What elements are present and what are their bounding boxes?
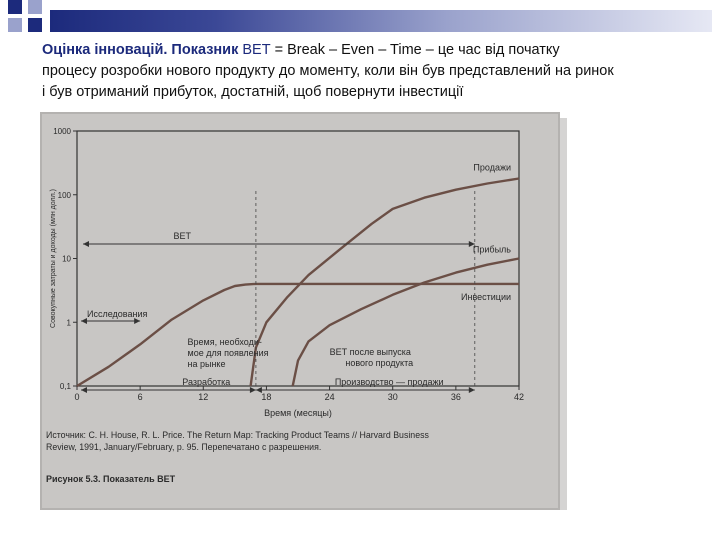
time-to-market-label: Время, необходи- — [187, 337, 262, 347]
deco-square — [28, 18, 42, 32]
source-text: Review, 1991, January/February, p. 95. Перепечатано с разрешения. — [46, 442, 322, 452]
development-arrow-head — [250, 387, 256, 393]
time-to-market-label: мое для появления — [187, 348, 269, 358]
deco-square — [8, 18, 22, 32]
y-tick-label: 1 — [66, 318, 71, 328]
time-to-market-label: на рынке — [187, 359, 226, 369]
y-tick-label: 1000 — [53, 127, 71, 136]
x-tick-label: 30 — [387, 392, 398, 402]
series-label: Инвестиции — [461, 291, 511, 302]
y-tick-label: 100 — [57, 190, 71, 200]
heading-bold: Оцінка інновацій. Показник — [42, 42, 239, 58]
bet-after-label: нового продукта — [345, 358, 414, 368]
bet-arrow-head — [83, 241, 89, 247]
deco-square — [28, 0, 42, 14]
heading-term: ВЕТ — [242, 42, 271, 58]
source-text: Источник: C. H. House, R. L. Price. The Return Map: Tracking Product Teams // Harvard Business — [46, 430, 429, 440]
series-label: Продажи — [473, 162, 511, 173]
scanned-figure — [40, 112, 560, 510]
slide-heading-line — [42, 40, 692, 61]
production-arrow-head — [256, 387, 262, 393]
x-tick-label: 24 — [324, 392, 335, 402]
production-arrow-head — [469, 387, 475, 393]
x-tick-label: 0 — [74, 392, 80, 402]
y-tick-label: 0,1 — [59, 382, 71, 391]
x-axis-label: Время (месяцы) — [264, 408, 332, 418]
y-axis-label: Совокупные затраты и доходы (млн долл.) — [50, 189, 57, 328]
bet-chart-svg — [40, 112, 560, 510]
x-tick-label: 42 — [513, 392, 525, 402]
x-tick-label: 18 — [261, 392, 272, 402]
y-tick-label: 10 — [62, 254, 71, 264]
x-tick-label: 6 — [137, 392, 143, 402]
slide-line-2: процесу розробки нового продукту до моменту, коли він був представлений на ринок — [42, 63, 614, 79]
development-arrow-head — [81, 387, 87, 393]
x-tick-label: 12 — [198, 392, 209, 402]
deco-square — [8, 0, 22, 14]
series-line — [77, 284, 519, 386]
heading-rest: = Break – Even – Time – це час від початку — [270, 42, 560, 58]
plot-frame — [77, 131, 519, 386]
bet-label: ВЕТ — [173, 231, 191, 241]
x-tick-label: 36 — [450, 392, 461, 402]
development-label: Разработка — [182, 377, 231, 387]
series-label: Прибыль — [472, 244, 511, 255]
slide-line-3: і був отриманий прибуток, достатній, щоб повернути інвестиції — [42, 84, 464, 100]
research-label: Исследования — [87, 309, 148, 319]
title-bar-gradient — [50, 10, 712, 32]
bet-after-label: ВЕТ после выпуска — [329, 347, 411, 357]
slide-body-text — [42, 40, 692, 103]
production-sales-label: Производство — продажи — [334, 377, 444, 387]
figure-caption: Рисунок 5.3. Показатель ВЕТ — [46, 474, 176, 484]
